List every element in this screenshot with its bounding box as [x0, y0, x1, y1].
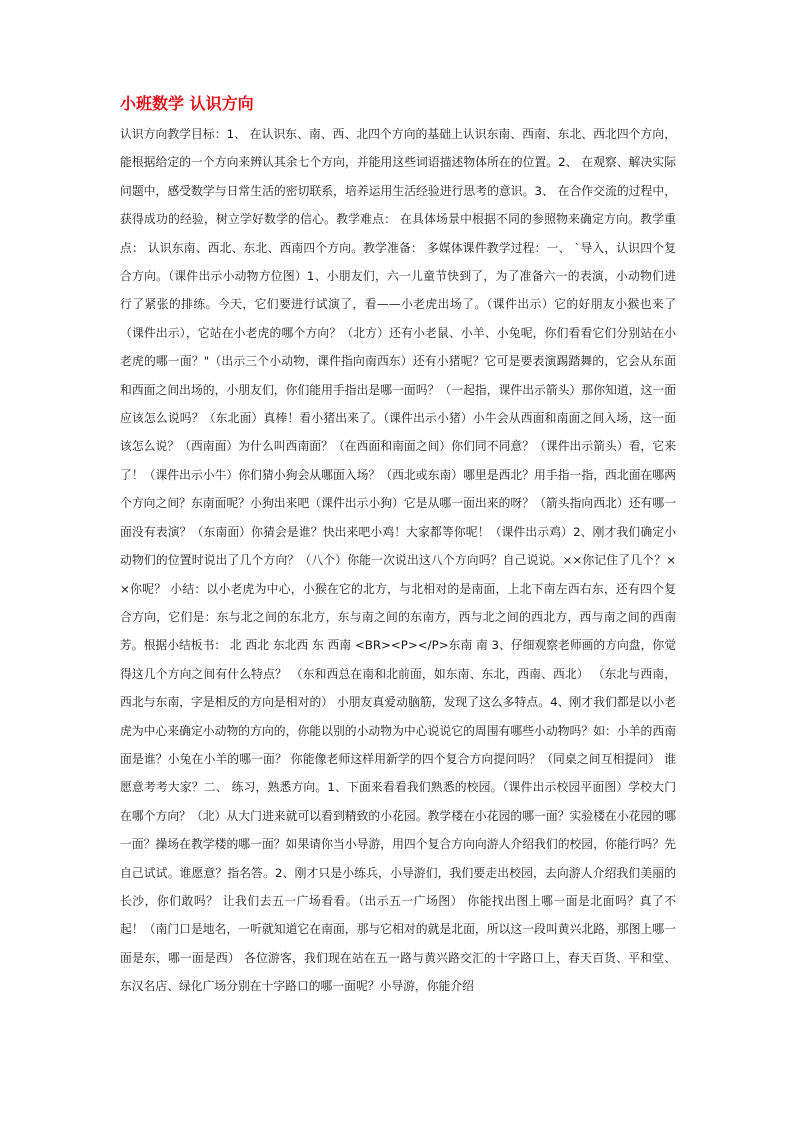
document-body-text: 认识方向教学目标：1、 在认识东、南、西、北四个方向的基础上认识东南、西南、东北、西北四个方向，能根据给定的一个方向来辨认其余七个方向，并能用这些词语描述物体所在的位置。2、 在观察、解决实际问题中，感受数学与日常生活的密切联系，培养运用生活经验进行思考的意识。3、 在合作交流的过程中，获得成功的经验，树立学好数学的信心。教学难点： 在具体场景中根据不同的参照物来确定方向。教学重点： 认识东南、西北、东北、西南四个方向。教学准备： 多媒体课件教学过程：一、 `导入，认识四个复合方向。（课件出示小动物方位图）1、小朋友们，六一儿童节快到了，为了准备六一的表演，小动物们进行了紧张的排练。今天，它们要进行试演了，看——小老虎出场了。（课件出示）它的好朋友小猴也来了（课件出示），它站在小老虎的哪个方向？（北方）还有小老鼠、小羊、小兔呢，你们看看它们分别站在小老虎的哪一面？"（出示三个小动物，课件指向南西东）还有小猪呢？它可是要表演踢踏舞的，它会从东面和西面之间出场的，小朋友们，你们能用手指出是哪一面吗？（一起指，课件出示箭头）那你知道，这一面应该怎么说吗？（东北面）真棒！看小猪出来了。（课件出示小猪）小牛会从西面和南面之间入场，这一面该怎么说？（西南面）为什么叫西南面？（在西面和南面之间）你们同不同意？（课件出示箭头）看，它来了！（课件出示小牛）你们猜小狗会从哪面入场？（西北或东南）哪里是西北？用手指一指，西北面在哪两个方向之间？东南面呢？小狗出来吧（课件出示小狗）它是从哪一面出来的呀？（箭头指向西北）还有哪一面没有表演？（东南面）你猜会是谁？快出来吧小鸡！大家都等你呢！（课件出示鸡）2、刚才我们确定小动物们的位置时说出了几个方向？（八个）你能一次说出这八个方向吗？自己说说。××你记住了几个？××你呢？ 小结：以小老虎为中心，小猴在它的北方，与北相对的是南面，上北下南左西右东，还有四个复合方向，它们是：东与北之间的东北方，东与南之间的东南方，西与北之间的西北方，西与南之间的西南芳。根据小结板书： 北 西北 东北西 东 西南 <BR><P></P>东南 南 3、仔细观察老师画的方向盘，你觉得这几个方向之间有什么特点？ （东和西总在南和北前面，如东南、东北，西南、西北） （东北与西南，西北与东南，字是相反的方向是相对的） 小朋友真爱动脑筋，发现了这么多特点。4、刚才我们都是以小老虎为中心来确定小动物的方向的，你能以别的小动物为中心说说它的周围有哪些小动物吗？如：小羊的西南面是谁？小兔在小羊的哪一面？ 你能像老师这样用新学的四个复合方向提问吗？（同桌之间互相提问） 谁愿意考考大家？二、 练习，熟悉方向。1、下面来看看我们熟悉的校园。（课件出示校园平面图）学校大门在哪个方向？（北）从大门进来就可以看到精致的小花园。教学楼在小花园的哪一面？实验楼在小花园的哪一面？操场在教学楼的哪一面？如果请你当小导游，用四个复合方向向游人介绍我们的校园，你能行吗？先自己试试。谁愿意？指名答。2、刚才只是小练兵，小导游们，我们要走出校园，去向游人介绍我们美丽的长沙，你们敢吗？ 让我们去五一广场看看。（出示五一广场图） 你能找出图上哪一面是北面吗？真了不起！（南门口是地名，一听就知道它在南面，那与它相对的就是北面，所以这一段叫黄兴北路，那图上哪一面是东，哪一面是西） 各位游客，我们现在站在五一路与黄兴路交汇的十字路口上，春天百货、平和堂、东汉名店、绿化广场分别在十字路口的哪一面呢？小导游，你能介绍: [120, 127, 676, 994]
document-title: 小班数学 认识方向: [120, 94, 254, 113]
